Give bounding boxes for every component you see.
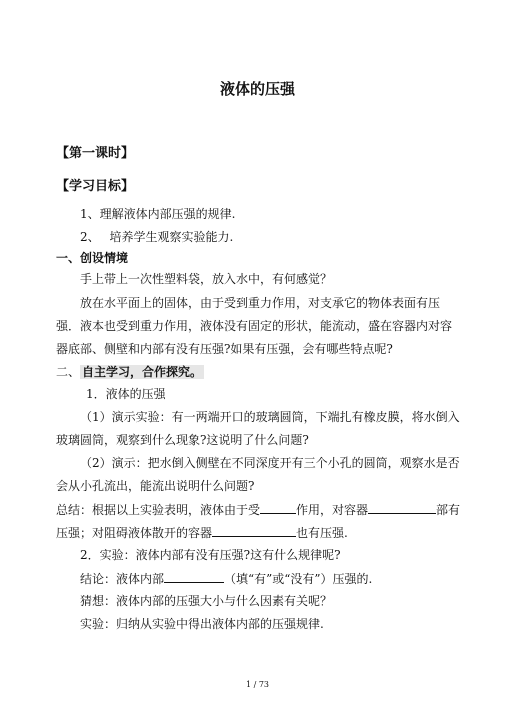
summary-line-2: 压强；对阻碍液体散开的容器 也有压强. bbox=[56, 526, 348, 540]
section2-heading bbox=[56, 364, 204, 380]
fill-blank[interactable] bbox=[368, 501, 436, 514]
paragraph-line: 器底部、侧壁和内部有没有压强?如果有压强，会有哪些特点呢? bbox=[56, 342, 393, 356]
paragraph-line: 放在水平面上的固体，由于受到重力作用，对支承它的物体表面有压 bbox=[80, 296, 441, 310]
section2-prefix: 二、 bbox=[56, 365, 81, 379]
fill-blank[interactable] bbox=[212, 524, 296, 537]
page-number: 1 / 73 bbox=[245, 680, 270, 689]
fill-blank[interactable] bbox=[164, 570, 224, 583]
objective-item: 2、 培养学生观察实验能力. bbox=[80, 230, 234, 244]
paragraph-line: 强．液本也受到重力作用，液体没有固定的形状，能流动，盛在容器内对容 bbox=[56, 319, 453, 333]
paragraph-line: 手上带上一次性塑料袋，放入水中，有何感觉？ bbox=[80, 272, 333, 286]
paragraph-line: 猜想：液体内部的压强大小与什么因素有关呢？ bbox=[80, 594, 333, 608]
paragraph-line: 实验：归纳从实验中得出液体内部的压强规律. bbox=[80, 617, 324, 631]
objectives-heading: 【学习目标】 bbox=[56, 179, 135, 194]
paragraph-line: （1）演示实验：有一两端开口的玻璃圆筒，下端扎有橡皮膜，将水倒入 bbox=[80, 410, 460, 424]
summary-line-1: 总结：根据以上实验表明，液体由于受 作用，对容器 部有 bbox=[56, 503, 461, 517]
paragraph-line: 会从小孔流出，能流出说明什么问题? bbox=[56, 479, 255, 493]
page-title: 液体的压强 bbox=[219, 80, 295, 98]
section2-title: 自主学习，合作探究。 bbox=[82, 365, 203, 379]
section1-heading: 一、创设情境 bbox=[56, 251, 129, 265]
paragraph-line: 2．实验：液体内部有没有压强?这有什么规律呢? bbox=[80, 548, 341, 562]
subsection-title: 1．液体的压强 bbox=[86, 387, 166, 401]
objective-item: 1、理解液体内部压强的规律. bbox=[80, 207, 236, 221]
paragraph-line: 玻璃圆筒，观察到什么现象?这说明了什么问题? bbox=[56, 433, 309, 447]
conclusion-line: 结论：液体内部 （填“有”或“没有”）压强的. bbox=[80, 572, 373, 586]
lesson-heading: 【第一课时】 bbox=[56, 146, 135, 161]
paragraph-line: （2）演示：把水倒入侧壁在不同深度开有三个小孔的圆筒，观察水是否 bbox=[80, 456, 460, 470]
fill-blank[interactable] bbox=[260, 501, 296, 514]
